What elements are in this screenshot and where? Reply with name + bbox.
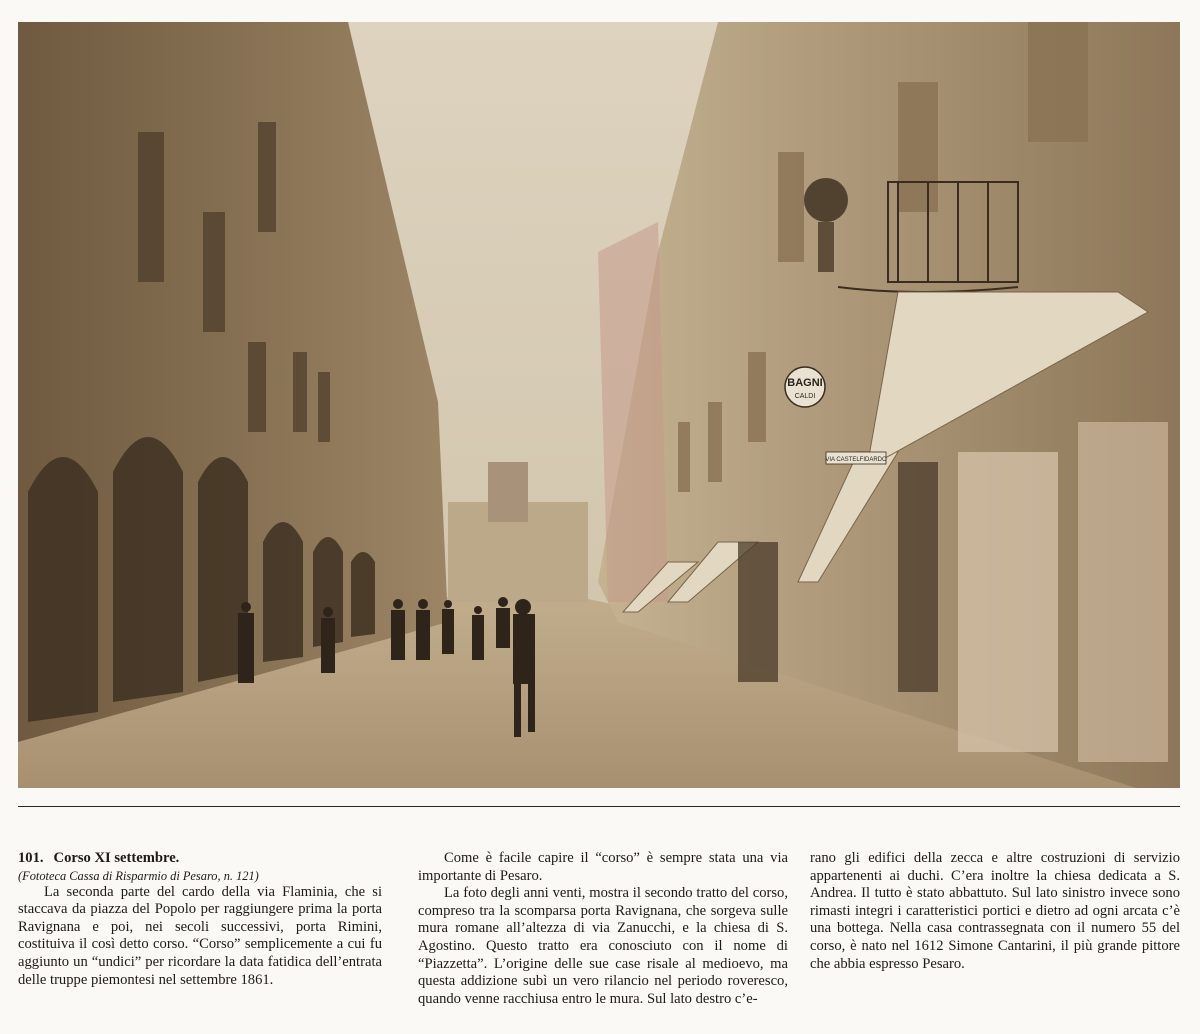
caption-title-text: Corso XI settembre. (53, 850, 180, 866)
text-column-1 (18, 850, 382, 989)
bagni-sign (785, 367, 825, 407)
col2-paragraph-1: Come è facile capire il “corso” è sempre stata una via importante di Pesaro. (418, 850, 788, 884)
col2-paragraph-2: La foto degli anni venti, mostra il secondo tratto del corso, compreso tra la scomparsa porta Ravignana, che sorgeva sulle mura romane all’altezza di via Zanucchi, e la chiesa di S. Agostino. Questo tratto era conosciuto con il nome di “Piazzetta”. L’origine delle sue case risale al medioevo, ma questa addizione subì un vero rilancio nel periodo roveresco, quando venne racchiusa entro le mura. Sul lato destro c’e- (418, 885, 788, 1007)
street-name-sign-text: VIA CASTELFIDARDO (825, 457, 887, 463)
bagni-sign-subtext: CALDI (794, 393, 816, 400)
caption-number: 101. (18, 850, 44, 866)
historic-street-photo (18, 22, 1180, 788)
col3-paragraph: rano gli edifici della zecca e altre costruzioni di servizio appartenenti ai duchi. C’era inoltre la chiesa dedicata a S. Andrea. Il tutto è stato abbattuto. Sul lato sinistro invece sono rimasti integri i caratteristici portici e dietro ad ogni arcata c’è una bottega. Nella casa contrassegnata con il numero 55 del corso, è nato nel 1612 Simone Cantarini, il più grande pittore che abbia espresso Pesaro. (810, 850, 1180, 972)
divider-rule (18, 806, 1180, 807)
caption-title (18, 850, 382, 868)
col1-paragraph: La seconda parte del cardo della via Flaminia, che si staccava da piazza del Popolo per raggiungere prima la porta Ravignana e poi, nei secoli successivi, porta Rimini, costituiva il così detto corso. “Corso” semplicemente a cui fu aggiunto un “undici” per ricordare la data fatidica dell’entrata delle truppe piemontesi nel settembre 1861. (18, 883, 382, 988)
caption-source: (Fototeca Cassa di Risparmio di Pesaro, n. 121) (18, 868, 259, 883)
text-column-2 (418, 850, 788, 1008)
bagni-sign-text: BAGNI (787, 377, 823, 389)
text-column-3 (810, 850, 1180, 973)
street-scene-illustration (18, 22, 1180, 788)
street-name-sign (825, 452, 887, 464)
